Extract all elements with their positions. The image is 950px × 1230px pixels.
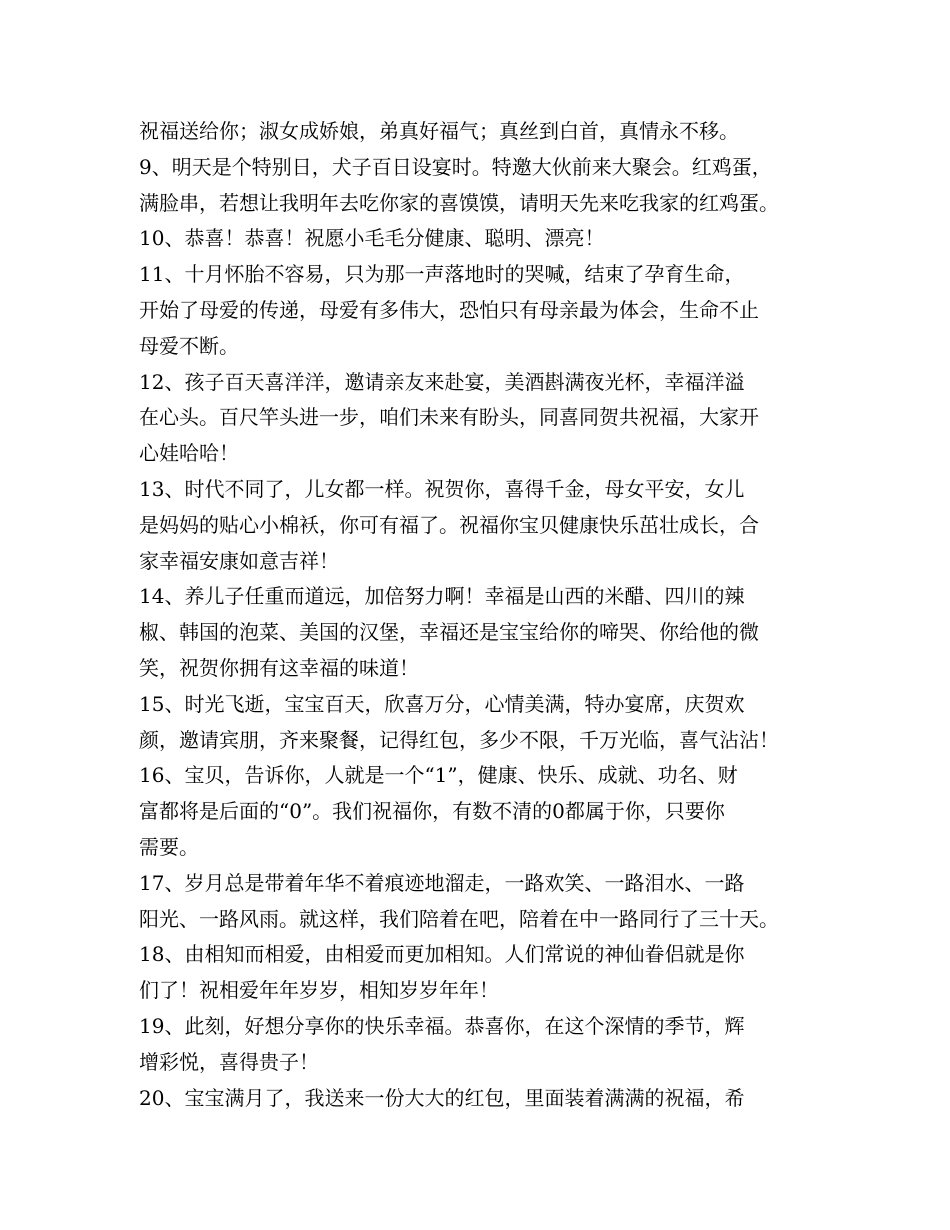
text-line: 母爱不断。	[139, 333, 239, 358]
text-line: 心娃哈哈！	[139, 441, 239, 466]
text-line: 18、由相知而相爱，由相爱而更加相知。人们常说的神仙眷侣就是你	[139, 942, 745, 967]
text-line: 是妈妈的贴心小棉袄，你可有福了。祝福你宝贝健康快乐茁壮成长，合	[139, 512, 759, 537]
text-line: 14、养儿子任重而道远，加倍努力啊！幸福是山西的米醋、四川的辣	[139, 584, 745, 609]
text-line: 祝福送给你；淑女成娇娘，弟真好福气；真丝到白首，真情永不移。	[139, 119, 739, 143]
text-line: 10、恭喜！恭喜！祝愿小毛毛分健康、聪明、漂亮！	[139, 226, 605, 251]
text-line: 满脸串，若想让我明年去吃你家的喜馍馍，请明天先来吃我家的红鸡蛋。	[139, 190, 779, 215]
text-line: 11、十月怀胎不容易，只为那一声落地时的哭喊，结束了孕育生命，	[139, 262, 745, 287]
text-line: 17、岁月总是带着年华不着痕迹地溜走，一路欢笑、一路泪水、一路	[139, 870, 745, 895]
text-line: 椒、韩国的泡菜、美国的汉堡，幸福还是宝宝给你的啼哭、你给他的微	[139, 620, 759, 645]
text-line: 们了！祝相爱年年岁岁，相知岁岁年年！	[139, 978, 499, 1003]
text-line: 16、宝贝，告诉你，人就是一个“1”，健康、快乐、成就、功名、财	[139, 763, 738, 788]
text-line: 富都将是后面的“0”。我们祝福你，有数不清的0都属于你，只要你	[139, 799, 725, 824]
text-line: 20、宝宝满月了，我送来一份大大的红包，里面装着满满的祝福，希	[139, 1085, 745, 1110]
text-line: 12、孩子百天喜洋洋，邀请亲友来赴宴，美酒斟满夜光杯，幸福洋溢	[139, 369, 745, 394]
text-line: 15、时光飞逝，宝宝百天，欣喜万分，心情美满，特办宴席，庆贺欢	[139, 691, 745, 716]
text-line: 笑，祝贺你拥有这幸福的味道！	[139, 655, 419, 680]
text-line: 13、时代不同了，儿女都一样。祝贺你，喜得千金，母女平安，女儿	[139, 476, 745, 501]
text-line: 需要。	[139, 834, 199, 859]
text-line: 开始了母爱的传递，母爱有多伟大，恐怕只有母亲最为体会，生命不止	[139, 297, 759, 322]
text-line: 9、明天是个特别日，犬子百日设宴时。特邀大伙前来大聚会。红鸡蛋，	[139, 154, 772, 179]
text-line: 在心头。百尺竿头进一步，咱们未来有盼头，同喜同贺共祝福，大家开	[139, 405, 759, 430]
text-line: 颜，邀请宾朋，齐来聚餐，记得红包，多少不限，千万光临，喜气沾沾！	[139, 727, 779, 752]
text-line: 增彩悦，喜得贵子！	[139, 1049, 319, 1074]
text-line: 19、此刻，好想分享你的快乐幸福。恭喜你，在这个深情的季节，辉	[139, 1013, 745, 1038]
text-line: 家幸福安康如意吉祥！	[139, 548, 339, 573]
text-line: 阳光、一路风雨。就这样，我们陪着在吧，陪着在中一路同行了三十天。	[139, 906, 779, 931]
document-body	[139, 114, 839, 1116]
